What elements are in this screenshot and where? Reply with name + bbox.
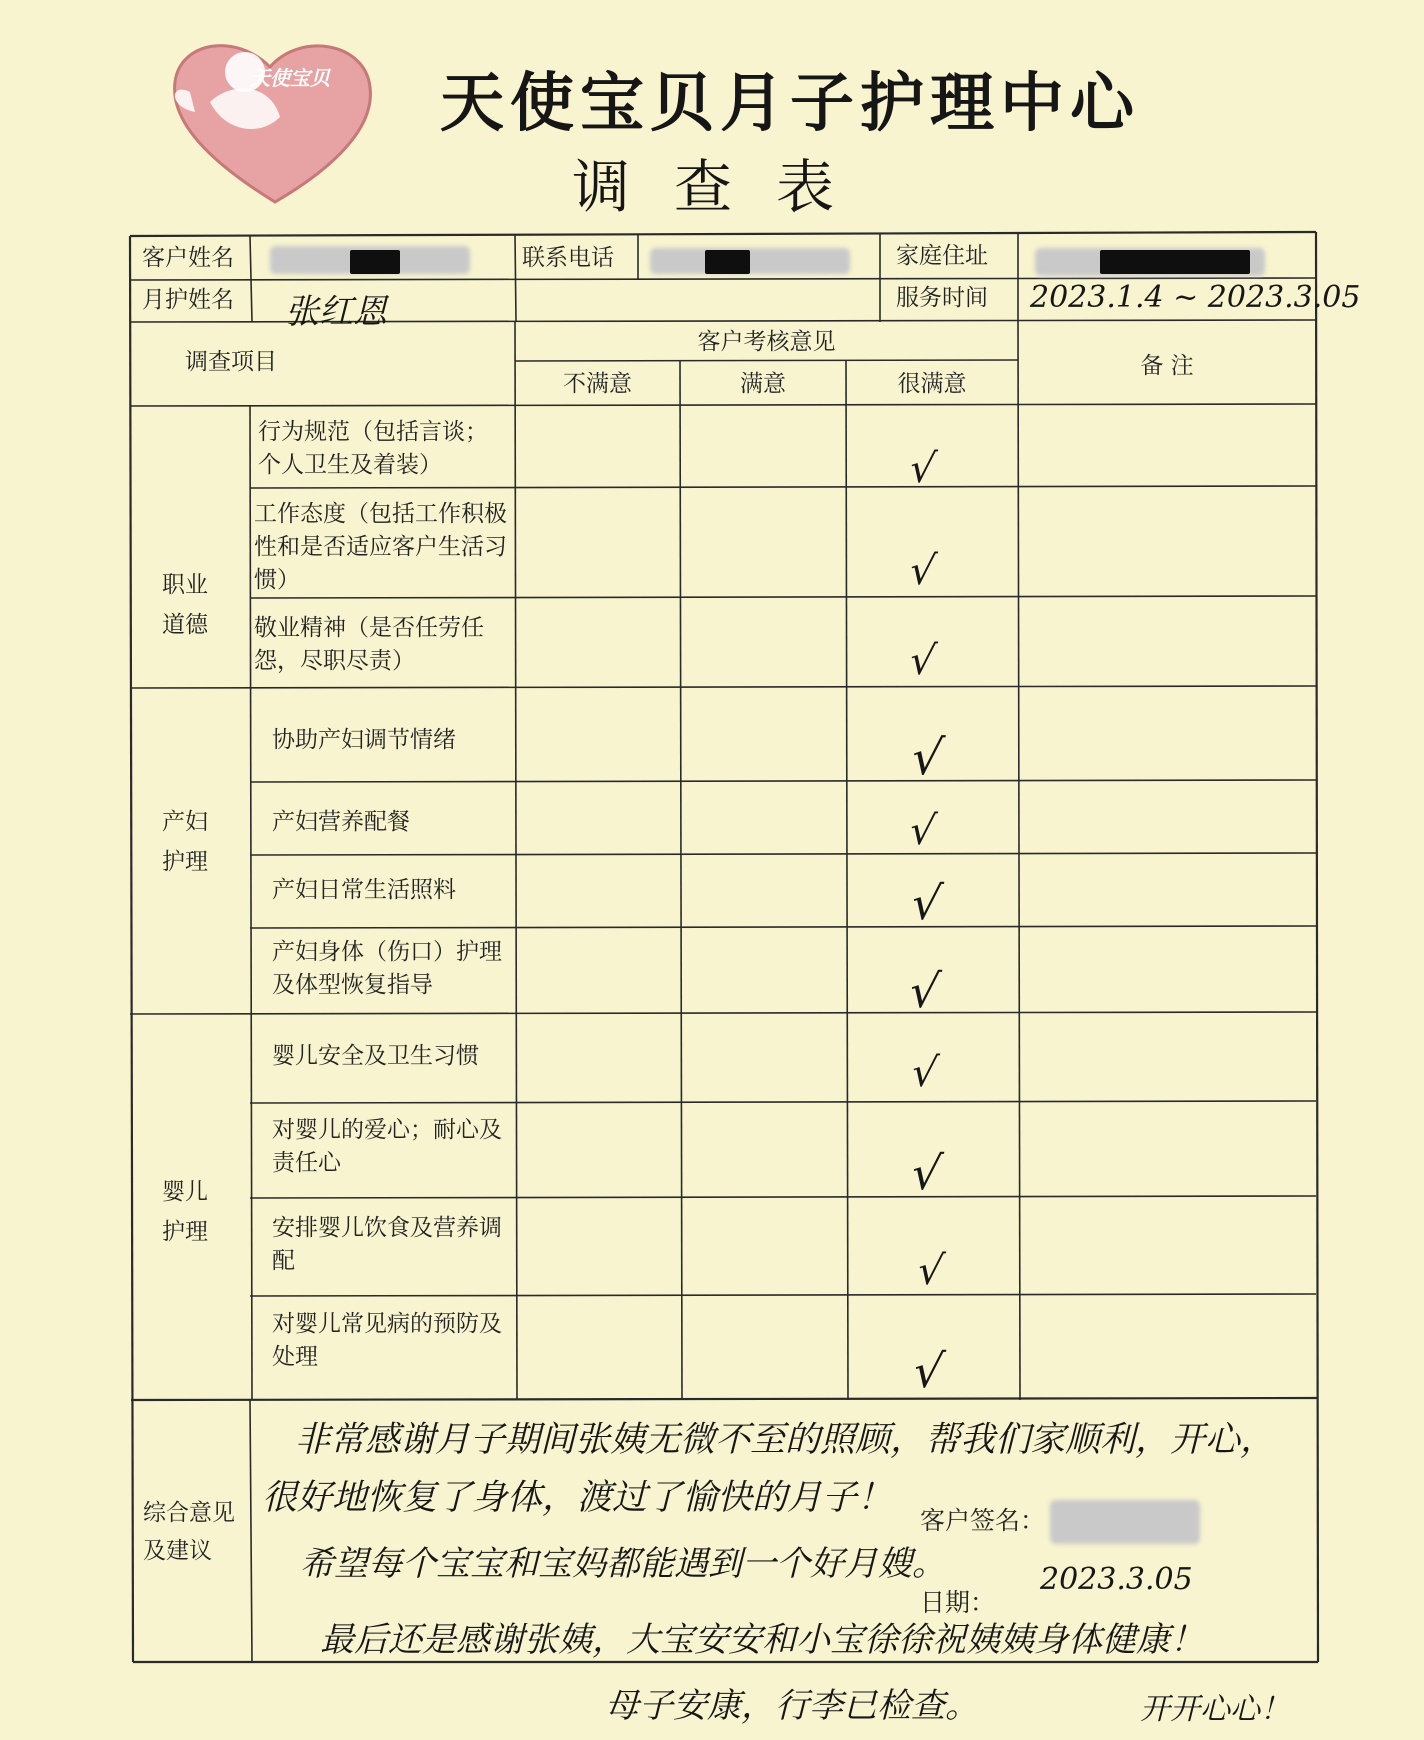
customer-name-redacted-mark [350,250,400,274]
item-label: 工作态度（包括工作积极性和是否适应客户生活习惯） [254,501,507,593]
nanny-name-label: 月护姓名 [142,287,234,313]
item-label: 行为规范（包括言谈；个人卫生及着装） [258,419,488,478]
item-label: 协助产妇调节情绪 [272,727,456,753]
item-label: 产妇营养配餐 [272,809,410,835]
check-mark: √ [906,638,939,684]
item-label: 敬业精神（是否任劳任怨，尽职尽责） [254,615,484,674]
check-mark: √ [908,876,946,930]
item-label: 安排婴儿饮食及营养调配 [272,1215,502,1274]
phone-redacted [650,248,850,274]
customer-name-label: 客户姓名 [142,245,234,271]
check-mark: √ [908,730,947,786]
check-mark: √ [908,1050,941,1096]
comment-line: 很好地恢复了身体，渡过了愉快的月子！ [262,1478,893,1518]
item-label: 对婴儿的爱心；耐心及责任心 [272,1117,502,1176]
service-time-label: 服务时间 [896,285,988,311]
item-label: 对婴儿常见病的预防及处理 [272,1311,502,1370]
check-mark: √ [906,964,944,1018]
signature-label: 客户签名： [920,1506,1046,1535]
comments-label: 综合意见及建议 [143,1500,235,1564]
survey-item-header: 调查项目 [185,349,277,375]
item-label: 婴儿安全及卫生习惯 [272,1043,479,1069]
phone-label: 联系电话 [522,245,614,271]
check-mark: √ [906,548,939,594]
page-title: 天使宝贝月子护理中心 [440,67,1140,141]
category-label: 产妇护理 [162,809,208,875]
col-unsatisfied-header: 不满意 [563,371,632,397]
nanny-name-value: 张红恩 [285,292,387,332]
check-mark: √ [906,446,939,492]
date-value: 2023.3.05 [1040,1562,1193,1597]
page-subtitle: 调查表 [571,153,878,221]
comment-line: 最后还是感谢张姨，大宝安安和小宝徐徐祝姨姨身体健康！ [320,1620,1204,1660]
check-mark: √ [908,1146,946,1200]
comment-line: 开开心心！ [1140,1692,1290,1727]
check-mark: √ [906,808,939,854]
check-mark: √ [914,1248,947,1294]
comment-line: 母子安康，行李已检查。 [605,1686,979,1726]
check-mark: √ [910,1344,948,1398]
comment-line: 希望每个宝宝和宝妈都能遇到一个好月嫂。 [300,1544,946,1584]
col-very-satisfied-header: 很满意 [897,371,967,397]
phone-redacted-mark [705,250,750,274]
address-label: 家庭住址 [896,243,988,269]
service-time-value: 2023.1.4 ~ 2023.3.05 [1030,280,1361,315]
opinion-group-header: 客户考核意见 [697,329,836,355]
signature-redacted [1050,1500,1200,1544]
category-label: 职业道德 [162,572,208,638]
address-redacted-mark [1100,250,1250,274]
logo-text: 天使宝贝 [250,66,330,90]
item-label: 产妇身体（伤口）护理及体型恢复指导 [272,939,502,998]
category-label: 婴儿护理 [162,1179,208,1245]
col-satisfied-header: 满意 [740,371,786,397]
remarks-header: 备 注 [1140,353,1194,379]
date-label: 日期： [920,1588,996,1617]
comment-line: 非常感谢月子期间张姨无微不至的照顾，帮我们家顺利，开心， [295,1420,1276,1460]
item-label: 产妇日常生活照料 [272,877,456,903]
